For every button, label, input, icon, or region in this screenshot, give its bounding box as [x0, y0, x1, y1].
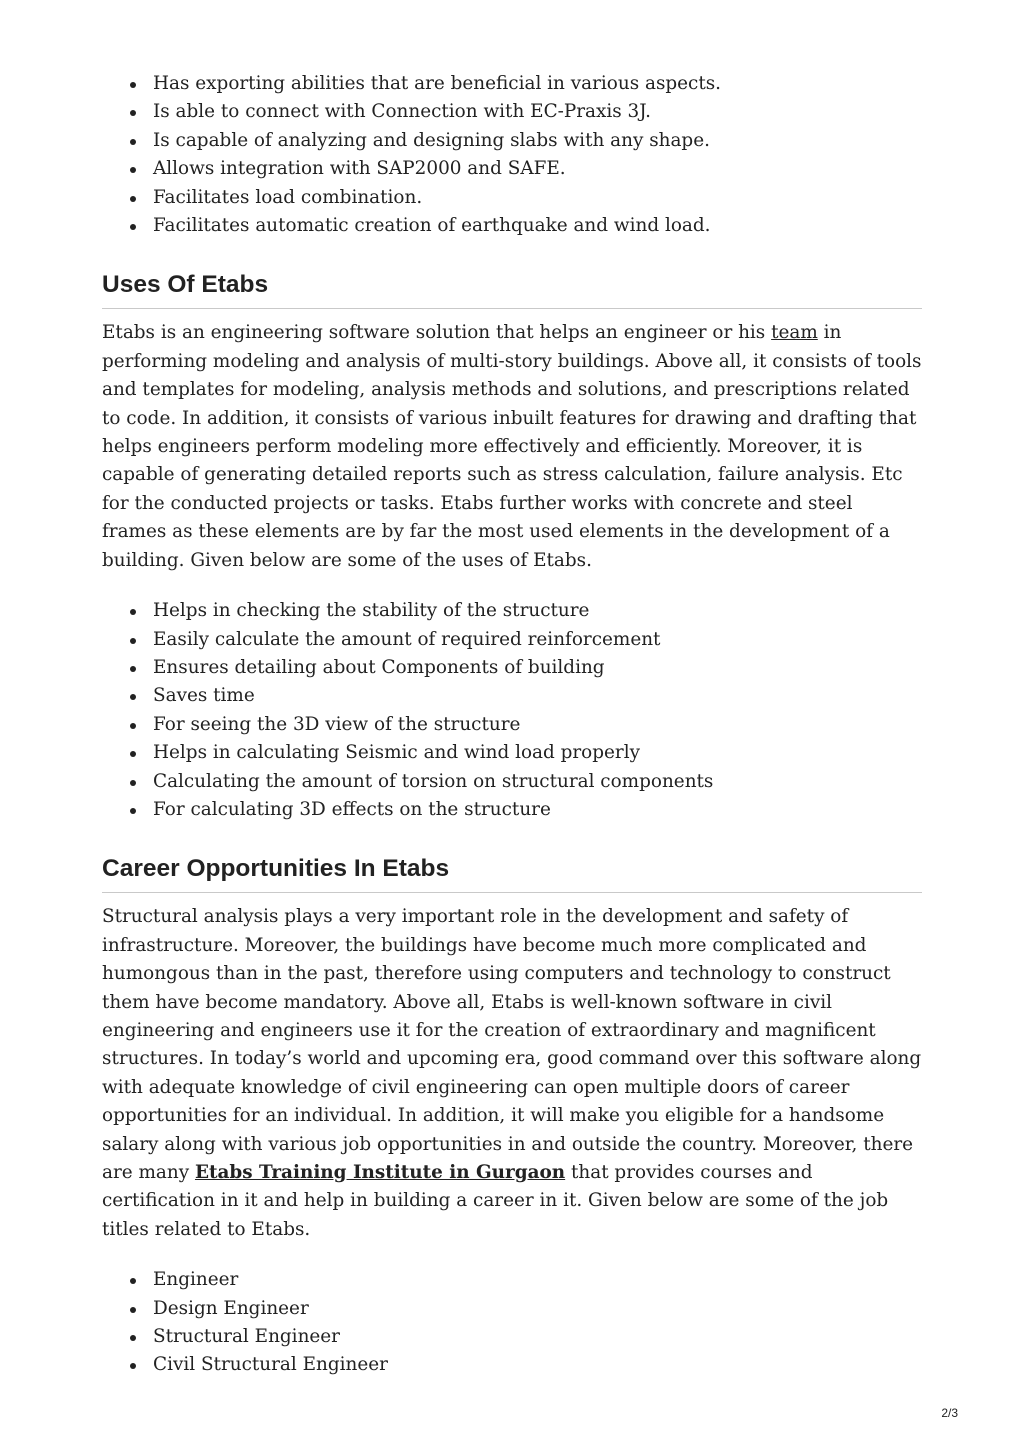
features-list	[102, 70, 922, 240]
list-item: Structural Engineer	[102, 1323, 922, 1351]
list-item: Ensures detailing about Components of building	[102, 654, 922, 682]
job-titles-list	[102, 1266, 922, 1380]
list-item: Saves time	[102, 682, 922, 710]
list-item: Civil Structural Engineer	[102, 1351, 922, 1379]
list-item: For calculating 3D effects on the structure	[102, 796, 922, 824]
list-item: For seeing the 3D view of the structure	[102, 711, 922, 739]
career-text-after-link: that provides courses and certification in it and help in building a career in it. Given below are some of the job titles related to Etabs.	[102, 1162, 889, 1240]
career-text-before-link: Structural analysis plays a very important role in the development and safety of infrastructure. Moreover, the buildings have become much more complicated and humongous than in the past, therefore using computers and technology to construct them have become mandatory. Above all, Etabs is well-known software in civil engineering and engineers use it for the creation of extraordinary and magnificent structures. In today’s world and upcoming era, good command over this software along with adequate knowledge of civil engineering can open multiple doors of career opportunities for an individual. In addition, it will make you eligible for a handsome salary along with various job opportunities in and outside the country. Moreover, there are many	[102, 906, 922, 1183]
list-item: Is capable of analyzing and designing slabs with any shape.	[102, 127, 922, 155]
list-item: Calculating the amount of torsion on structural components	[102, 768, 922, 796]
list-item: Facilitates automatic creation of earthquake and wind load.	[102, 212, 922, 240]
career-heading: Career Opportunities In Etabs	[102, 854, 922, 893]
uses-paragraph	[102, 319, 922, 575]
document-page	[102, 70, 922, 1380]
uses-heading: Uses Of Etabs	[102, 270, 922, 309]
list-item: Helps in checking the stability of the structure	[102, 597, 922, 625]
career-paragraph	[102, 903, 922, 1244]
list-item: Easily calculate the amount of required reinforcement	[102, 626, 922, 654]
uses-list	[102, 597, 922, 824]
list-item: Allows integration with SAP2000 and SAFE.	[102, 155, 922, 183]
list-item: Is able to connect with Connection with EC-Praxis 3J.	[102, 98, 922, 126]
list-item: Design Engineer	[102, 1295, 922, 1323]
list-item: Engineer	[102, 1266, 922, 1294]
team-link[interactable]: team	[771, 322, 818, 344]
etabs-training-institute-link[interactable]: Etabs Training Institute in Gurgaon	[194, 1162, 566, 1183]
page-number: 2/3	[941, 1406, 958, 1420]
uses-text-before-link: Etabs is an engineering software solution that helps an engineer or his	[102, 322, 772, 344]
list-item: Helps in calculating Seismic and wind load properly	[102, 739, 922, 767]
list-item: Has exporting abilities that are beneficial in various aspects.	[102, 70, 922, 98]
uses-text-after-link: in performing modeling and analysis of multi-story buildings. Above all, it consists of tools and templates for modeling, analysis methods and solutions, and prescriptions related to code. In addition, it consists of various inbuilt features for drawing and drafting that helps engineers perform modeling more effectively and efficiently. Moreover, it is capable of generating detailed reports such as stress calculation, failure analysis. Etc for the conducted projects or tasks. Etabs further works with concrete and steel frames as these elements are by far the most used elements in the development of a building. Given below are some of the uses of Etabs.	[102, 322, 922, 571]
list-item: Facilitates load combination.	[102, 184, 922, 212]
